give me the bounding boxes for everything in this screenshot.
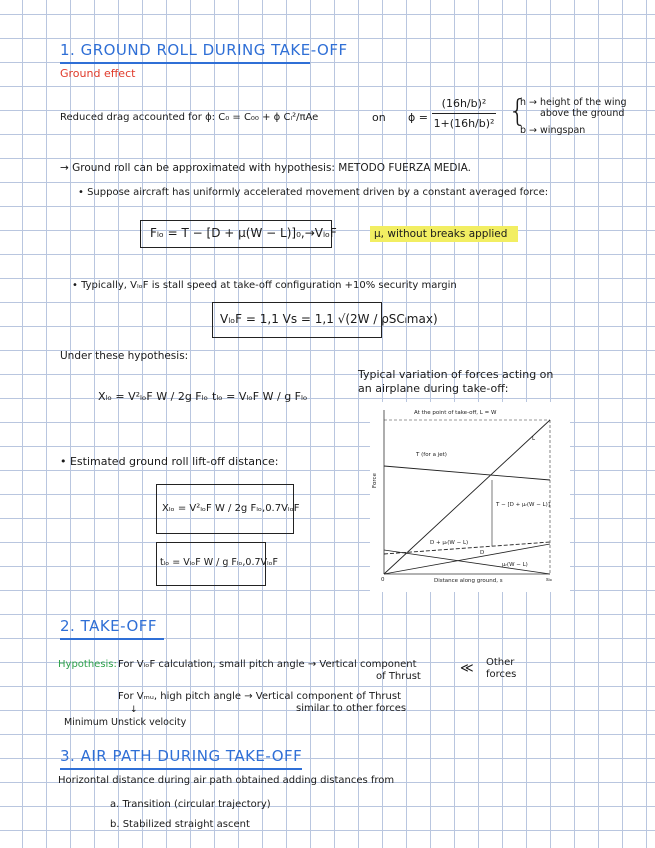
section-3-title: 3. AIR PATH DURING TAKE-OFF (60, 747, 303, 765)
chart-x-label: Distance along ground, s (434, 578, 503, 584)
phi-denominator: 1+(16h/b)² (433, 117, 495, 130)
min-unstick-text: Minimum Unstick velocity (64, 717, 187, 728)
h-definition-1: h → height of the wing (520, 97, 627, 108)
on-text: on (372, 111, 386, 124)
chart-xend: sₗₒ (546, 577, 553, 583)
hypothesis-label: Hypothesis: (58, 659, 117, 670)
chart-x0: 0 (381, 577, 385, 583)
chart-caption-2: an airplane during take-off: (358, 382, 509, 395)
estimated-text: • Estimated ground roll lift-off distance: (60, 455, 279, 468)
b-definition: b → wingspan (520, 125, 586, 136)
chart-top-label: At the point of take-off, L = W (414, 410, 497, 416)
chart-l-label: L (532, 436, 536, 442)
much-less-symbol: ≪ (460, 661, 474, 676)
item-a: a. Transition (circular trajectory) (110, 799, 271, 810)
force-equation: Fₗₒ = T − [D + μ(W − L)]₀,→VₗₒF (150, 226, 337, 240)
under-hypothesis-text: Under these hypothesis: (60, 350, 189, 362)
t-lo-formula: tₗₒ = VₗₒF W / g Fₗₒ (212, 390, 308, 403)
suppose-text: • Suppose aircraft has uniformly accelerated movement driven by a constant averaged force: (78, 187, 549, 198)
reduced-drag-text: Reduced drag accounted for ϕ: C₀ = C₀₀ + ϕ Cₗ²/πAe (60, 112, 319, 123)
phi-fraction-bar (432, 113, 496, 114)
chart-d-label: D (480, 550, 485, 556)
hypothesis-line-2b: similar to other forces (296, 703, 407, 714)
forces-chart (370, 402, 570, 592)
x-lo-formula: Xₗₒ = V²ₗₒF W / 2g Fₗₒ (98, 390, 209, 403)
section-1-underline (60, 62, 310, 64)
section-1-title: 1. GROUND ROLL DURING TAKE-OFF (60, 41, 348, 59)
section-2-underline (60, 638, 164, 640)
curly-brace: { (508, 94, 528, 129)
drag-line (384, 544, 550, 574)
forces-chart-panel (370, 402, 570, 592)
approx-text: → Ground roll can be approximated with hypothesis: METODO FUERZA MEDIA. (60, 162, 471, 174)
hypothesis-line-1: For VₗₒF calculation, small pitch angle → Vertical component (118, 659, 417, 670)
vlof-equation: VₗₒF = 1,1 Vs = 1,1 √(2W / ρSCₗmax) (220, 312, 438, 326)
lift-line (384, 420, 550, 574)
ground-effect-subtitle: Ground effect (60, 67, 136, 80)
chart-diff-label: T − [D + μᵣ(W − L)] (496, 502, 550, 508)
phi-numerator: (16h/b)² (441, 97, 487, 110)
typically-text: • Typically, VₗₒF is stall speed at take-off configuration +10% security margin (72, 280, 457, 291)
other-forces-1: Other (486, 657, 515, 668)
other-forces-2: forces (486, 669, 517, 680)
h-definition-2: above the ground (540, 108, 625, 119)
chart-thrust-label: T (for a jet) (416, 452, 447, 458)
hypothesis-line-2: For Vₘᵤ, high pitch angle → Vertical component of Thrust (118, 691, 402, 702)
air-path-text: Horizontal distance during air path obtained adding distances from (58, 775, 395, 786)
section-2-title: 2. TAKE-OFF (60, 617, 158, 635)
chart-dmu-label: D + μᵣ(W − L) (430, 540, 469, 546)
x-lo-box-formula: Xₗₒ = V²ₗₒF W / 2g Fₗₒ,0.7VₗₒF (162, 503, 300, 514)
thrust-line (384, 466, 550, 480)
chart-caption-1: Typical variation of forces acting on (358, 368, 554, 381)
section-3-underline (60, 768, 302, 770)
phi-lhs: ϕ = (408, 111, 428, 124)
chart-mu-label: μᵣ(W − L) (502, 562, 528, 568)
t-lo-box-formula: tₗₒ = VₗₒF W / g Fₗₒ,0.7VₗₒF (160, 557, 278, 568)
down-arrow: ↓ (130, 705, 138, 715)
chart-y-label: Force (372, 473, 378, 488)
mu-note: μ, without breaks applied (374, 228, 508, 240)
item-b: b. Stabilized straight ascent (110, 819, 250, 830)
hypothesis-line-1b: of Thrust (376, 671, 421, 682)
